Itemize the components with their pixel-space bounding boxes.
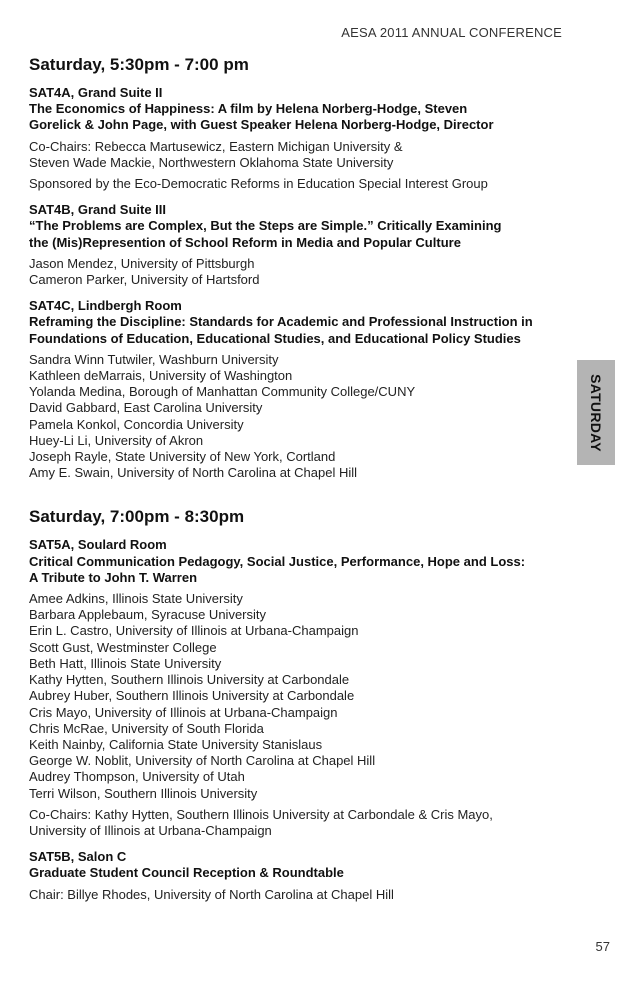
program-content <box>29 55 559 913</box>
presenter: Erin L. Castro, University of Illinois at Urbana-Champaign <box>29 623 359 639</box>
presenter: Joseph Rayle, State University of New York, Cortland <box>29 449 336 465</box>
session-sat4a <box>29 85 559 192</box>
saturday-side-tab <box>577 360 615 465</box>
session-room: SAT4C, Lindbergh Room <box>29 298 182 314</box>
presenter: Keith Nainby, California State University Stanislaus <box>29 736 323 752</box>
conference-header: AESA 2011 ANNUAL CONFERENCE <box>341 25 562 40</box>
text-line: Co-Chairs: Kathy Hytten, Southern Illinois University at Carbondale & Cris Mayo, <box>29 806 493 822</box>
session-sat4c <box>29 298 559 481</box>
presenter: Kathleen deMarrais, University of Washington <box>29 368 293 384</box>
slot-title: Saturday, 5:30pm - 7:00 pm <box>29 55 249 74</box>
page-number: 57 <box>595 939 610 954</box>
session-heading <box>29 849 559 881</box>
presenter: Cameron Parker, University of Hartsford <box>29 272 260 288</box>
presenter: Sandra Winn Tutwiler, Washburn University <box>29 351 279 367</box>
co-chairs <box>29 139 559 171</box>
text-line: Steven Wade Mackie, Northwestern Oklahoma State University <box>29 154 394 170</box>
session-title-line: Foundations of Education, Educational Studies, and Educational Policy Studies <box>29 330 521 346</box>
slot-title: Saturday, 7:00pm - 8:30pm <box>29 507 245 527</box>
presenter-list <box>29 256 559 288</box>
presenter: Yolanda Medina, Borough of Manhattan Community College/CUNY <box>29 384 416 400</box>
presenter: Terri Wilson, Southern Illinois University <box>29 785 258 801</box>
co-chairs <box>29 807 559 839</box>
session-heading <box>29 202 559 251</box>
session-room: SAT4A, Grand Suite II <box>29 85 163 100</box>
presenter: Huey-Li Li, University of Akron <box>29 432 204 448</box>
text-line: Co-Chairs: Rebecca Martusewicz, Eastern Michigan University & <box>29 138 403 154</box>
presenter: Jason Mendez, University of Pittsburgh <box>29 255 255 271</box>
session-title-line: Graduate Student Council Reception & Roundtable <box>29 865 344 881</box>
session-title-line: Critical Communication Pedagogy, Social Justice, Performance, Hope and Loss: <box>29 553 526 569</box>
session-sat5a <box>29 537 559 839</box>
session-title-line: The Economics of Happiness: A film by Helena Norberg-Hodge, Steven <box>29 101 468 117</box>
session-room: SAT4B, Grand Suite III <box>29 202 167 218</box>
presenter: Pamela Konkol, Concordia University <box>29 416 244 432</box>
time-slot-530pm <box>29 55 559 481</box>
presenter: Amy E. Swain, University of North Carolina at Chapel Hill <box>29 465 358 481</box>
session-room: SAT5B, Salon C <box>29 849 127 865</box>
session-sat4b <box>29 202 559 288</box>
session-title-line: A Tribute to John T. Warren <box>29 569 198 585</box>
session-sat5b <box>29 849 559 903</box>
presenter: David Gabbard, East Carolina University <box>29 400 263 416</box>
presenter: Chris McRae, University of South Florida <box>29 720 264 736</box>
session-room: SAT5A, Soulard Room <box>29 537 167 553</box>
presenter: Scott Gust, Westminster College <box>29 639 217 655</box>
presenter: Beth Hatt, Illinois State University <box>29 655 222 671</box>
session-heading <box>29 298 559 347</box>
text-line: Sponsored by the Eco-Democratic Reforms in Education Special Interest Group <box>29 176 488 192</box>
session-title-line: the (Mis)Represention of School Reform in Media and Popular Culture <box>29 234 461 250</box>
session-heading <box>29 537 559 586</box>
presenter: Kathy Hytten, Southern Illinois University at Carbondale <box>29 672 350 688</box>
side-tab-label: SATURDAY <box>588 373 604 452</box>
session-title-line: Reframing the Discipline: Standards for Academic and Professional Instruction in <box>29 314 533 330</box>
presenter: Barbara Applebaum, Syracuse University <box>29 607 267 623</box>
session-title-line: Gorelick & John Page, with Guest Speaker Helena Norberg-Hodge, Director <box>29 117 494 133</box>
presenter: Amee Adkins, Illinois State University <box>29 591 243 607</box>
presenter: Aubrey Huber, Southern Illinois University at Carbondale <box>29 688 355 704</box>
presenter: Cris Mayo, University of Illinois at Urbana-Champaign <box>29 704 338 720</box>
presenter: George W. Noblit, University of North Carolina at Chapel Hill <box>29 753 376 769</box>
text-line: Chair: Billye Rhodes, University of North Carolina at Chapel Hill <box>29 886 394 902</box>
presenter-list <box>29 352 559 482</box>
presenter: Audrey Thompson, University of Utah <box>29 769 245 785</box>
sponsor-note <box>29 176 559 192</box>
presenter-list <box>29 591 559 802</box>
session-heading <box>29 85 559 134</box>
session-title-line: “The Problems are Complex, But the Steps are Simple.” Critically Examining <box>29 218 502 234</box>
chair <box>29 887 559 903</box>
text-line: University of Illinois at Urbana-Champaign <box>29 822 272 838</box>
time-slot-700pm <box>29 507 559 902</box>
